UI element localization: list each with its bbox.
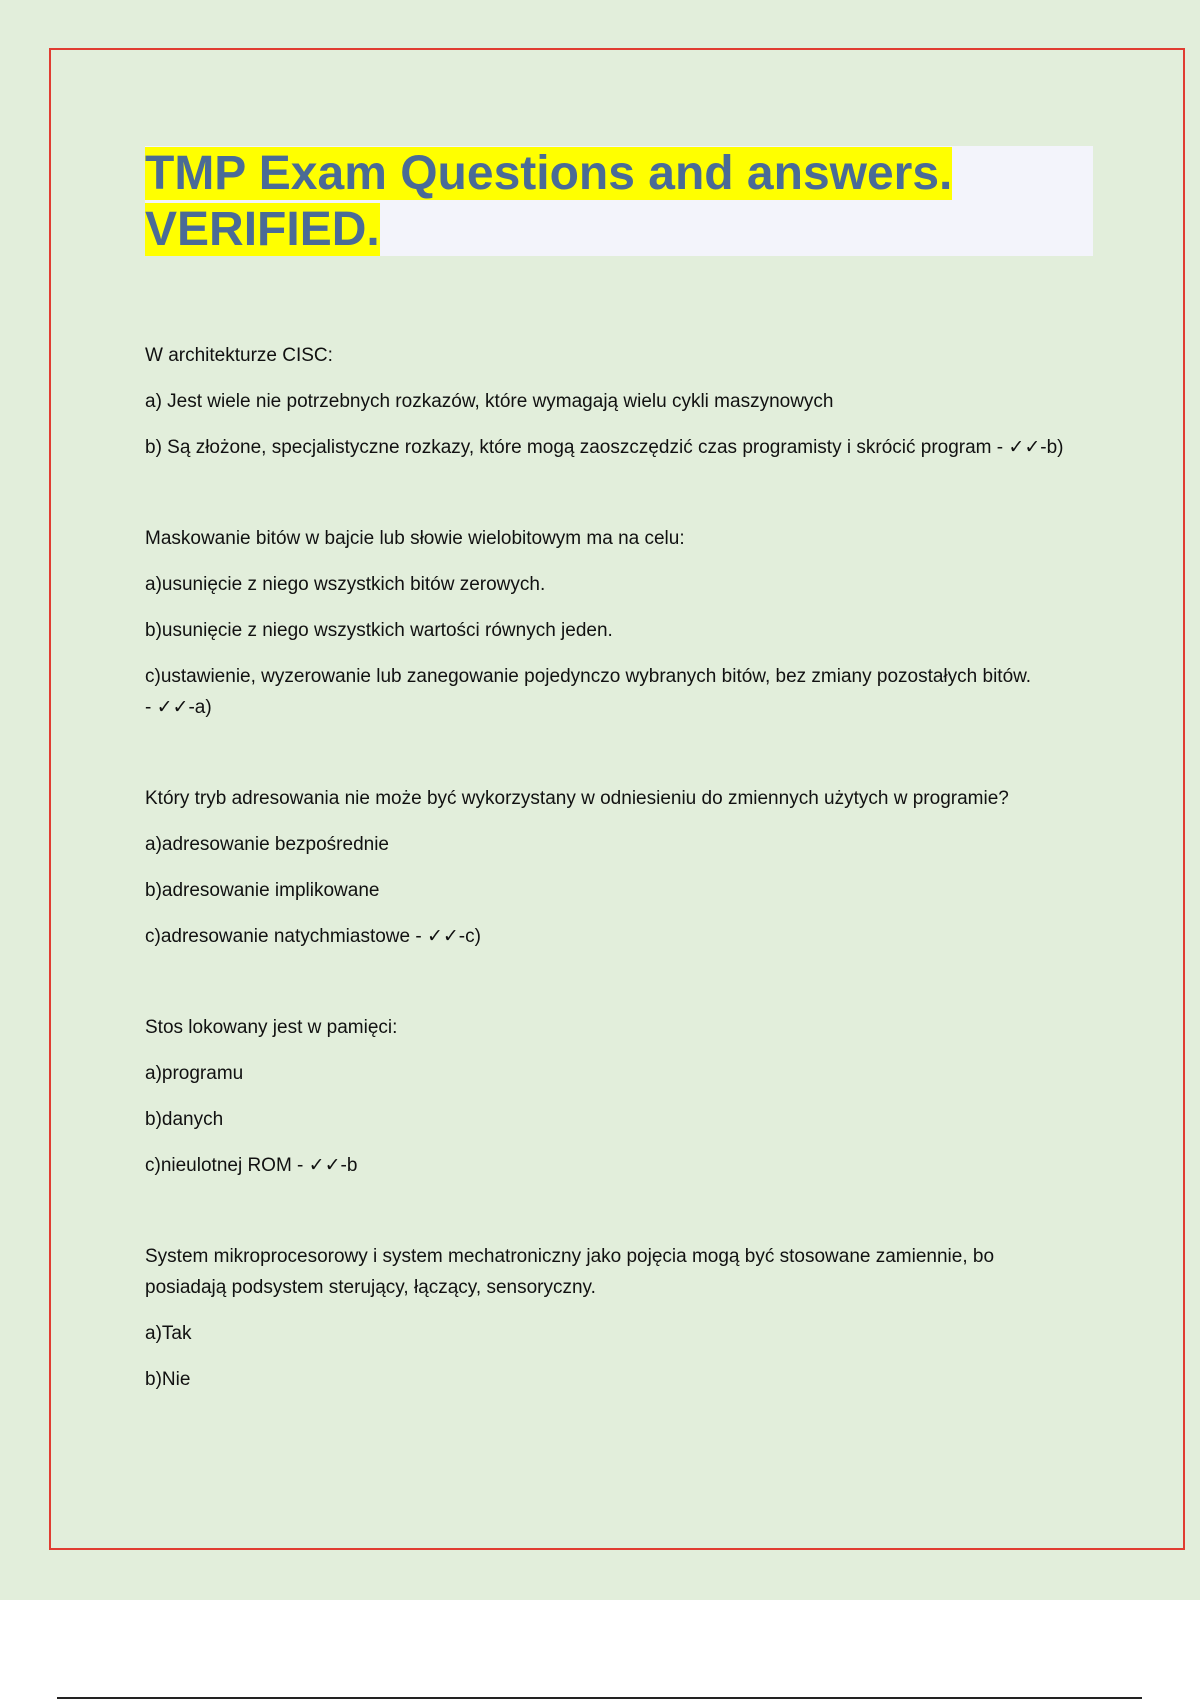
question-block — [145, 783, 1080, 952]
document-title — [145, 146, 1093, 258]
answer-option: b)adresowanie implikowane — [145, 880, 380, 901]
option-text: c)nieulotnej ROM — [145, 1155, 292, 1176]
answer-option: a)usunięcie z niego wszystkich bitów zerowych. — [145, 574, 546, 595]
option-text: c)adresowanie natychmiastowe — [145, 926, 411, 947]
question-block — [145, 1012, 1080, 1181]
option-text: b) Są złożone, specjalistyczne rozkazy, które mogą zaoszczędzić czas programisty i skrócić program — [145, 437, 992, 458]
answer-marker: - ✓✓- — [991, 437, 1047, 458]
question-block — [145, 523, 1080, 723]
title-line-2: VERIFIED. — [145, 203, 380, 256]
title-line-1: TMP Exam Questions and answers. — [145, 147, 953, 200]
question-text: W architekturze CISC: — [145, 345, 333, 366]
question-text: System mikroprocesorowy i system mechatroniczny jako pojęcia mogą być stosowane zamiennie, bo posiadają podsystem sterujący, łączący, sensoryczny. — [145, 1246, 995, 1298]
answer-option: a)programu — [145, 1063, 244, 1084]
answer-option — [145, 1150, 1080, 1181]
answer-option: b)usunięcie z niego wszystkich wartości równych jeden. — [145, 620, 613, 641]
answer-option — [145, 661, 1080, 723]
correct-answer: b) — [1046, 437, 1064, 458]
question-block — [145, 340, 1080, 463]
answer-option — [145, 921, 1080, 952]
question-block — [145, 1241, 1080, 1395]
question-text: Który tryb adresowania nie może być wykorzystany w odniesieniu do zmiennych użytych w programie? — [145, 788, 1009, 809]
answer-option: a)Tak — [145, 1323, 192, 1344]
answer-marker: - ✓✓- — [145, 697, 195, 718]
answer-option: b)Nie — [145, 1369, 191, 1390]
answer-option: a)adresowanie bezpośrednie — [145, 834, 389, 855]
answer-option: a) Jest wiele nie potrzebnych rozkazów, które wymagają wielu cykli maszynowych — [145, 391, 834, 412]
correct-answer: a) — [194, 697, 212, 718]
correct-answer: c) — [465, 926, 481, 947]
answer-marker: - ✓✓- — [291, 1155, 347, 1176]
option-text: c)ustawienie, wyzerowanie lub zanegowanie pojedynczo wybranych bitów, bez zmiany pozostałych bitów. — [145, 666, 1032, 687]
footer-rule — [57, 1697, 1142, 1699]
questions-list — [145, 340, 1080, 1410]
answer-option — [145, 432, 1080, 463]
question-text: Stos lokowany jest w pamięci: — [145, 1017, 398, 1038]
answer-option: b)danych — [145, 1109, 224, 1130]
question-text: Maskowanie bitów w bajcie lub słowie wielobitowym ma na celu: — [145, 528, 685, 549]
correct-answer: b — [346, 1155, 358, 1176]
answer-marker: - ✓✓- — [410, 926, 466, 947]
